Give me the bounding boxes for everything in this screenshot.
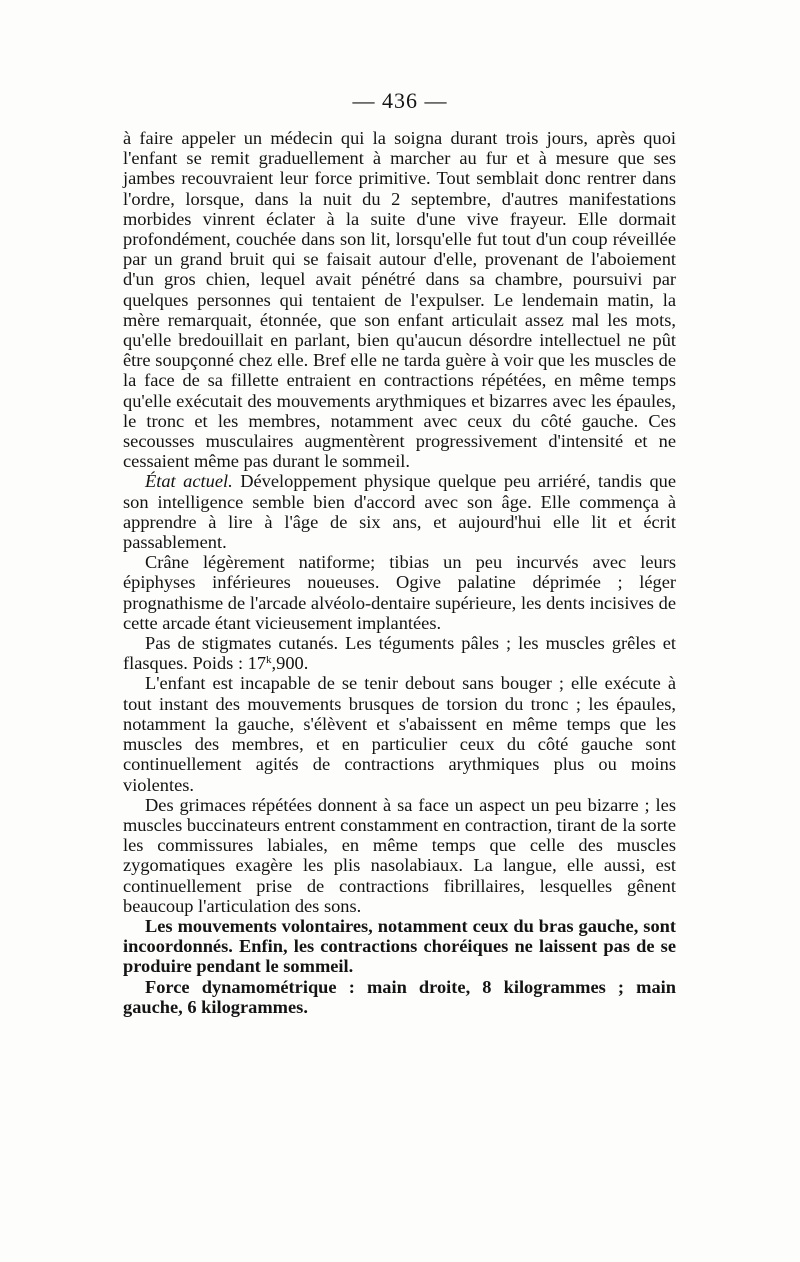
paragraph-1: à faire appeler un médecin qui la soigna durant trois jours, après quoi l'enfant se remit graduellement à marcher au fur et à mesure que ses jambes recouvraient leur force primitive. Tout semblait donc rentrer dans l'ordre, lorsque, dans la nuit du 2 septembre, d'autres manifestations morbides vinrent éclater à la suite d'une vive frayeur. Elle dormait profondément, couchée dans son lit, lorsqu'elle fut tout d'un coup réveillée par un grand bruit qui se faisait autour d'elle, provenant de l'aboiement d'un gros chien, lequel avait pénétré dans sa chambre, poursuivi par quelques personnes qui tentaient de l'expulser. Le lendemain matin, la mère remarquait, étonnée, que son enfant articulait assez mal les mots, qu'elle bredouillait en parlant, bien qu'aucun désordre intellectuel ne pût être soupçonné chez elle. Bref elle ne tarda guère à voir que les muscles de la face de sa fillette entraient en contractions répétées, en même temps qu'elle exécutait des mouvements arythmiques et bizarres avec les épaules, le tronc et les membres, notamment avec ceux du côté gauche. Ces secousses musculaires augmentèrent progressivement d'intensité et ne cessaient même pas durant le sommeil. (123, 128, 676, 472)
page-number-header: — 436 — (352, 88, 448, 113)
paragraph-7: Les mouvements volontaires, notamment ceux du bras gauche, sont incoordonnés. Enfin, les contractions choréiques ne laissent pas de se produire pendant le sommeil. (123, 915, 676, 977)
paragraph-4-text: Pas de stigmates cutanés. Les téguments pâles ; les muscles grêles et flasques. Poids : (123, 633, 676, 674)
body-text (123, 128, 676, 1017)
paragraph-4 (123, 633, 676, 673)
paragraph-2-text: Développement physique quelque peu arriéré, tandis que son intelligence semble bien d'accord avec son âge. Elle commença à apprendre à lire à l'âge de six ans, et aujourd'hui elle lit et écrit passablement. (123, 471, 676, 553)
paragraph-3: Crâne légèrement natiforme; tibias un peu incurvés avec leurs épiphyses inférieures noueuses. Ogive palatine déprimée ; léger prognathisme de l'arcade alvéolo-dentaire supérieure, les dents incisives de cette arcade étant vicieusement implantées. (123, 552, 676, 633)
paragraph-5: L'enfant est incapable de se tenir debout sans bouger ; elle exécute à tout instant des mouvements brusques de torsion du tronc ; les épaules, notamment la gauche, s'élèvent et s'abaissent en même temps que les muscles des membres, et en particulier ceux du côté gauche sont continuellement agités de contractions arythmiques plus ou moins violentes. (123, 673, 676, 795)
weight-value: 17 (247, 653, 267, 674)
paragraph-6: Des grimaces répétées donnent à sa face un aspect un peu bizarre ; les muscles buccinateurs entrent constamment en contraction, tirant de la sorte les commissures labiales, en même temps que celle des muscles zygomatiques exagère les plis nasolabiaux. La langue, elle aussi, est continuellement prise de contractions fibrillaires, lesquelles gênent beaucoup l'articulation des sons. (123, 794, 676, 916)
paragraph-8: Force dynamométrique : main droite, 8 kilogrammes ; main gauche, 6 kilogrammes. (123, 976, 676, 1017)
weight-unit: k (266, 654, 272, 667)
section-heading-etat-actuel: État actuel. (145, 471, 233, 492)
weight-rest: ,900. (271, 653, 309, 674)
paragraph-2 (123, 471, 676, 552)
